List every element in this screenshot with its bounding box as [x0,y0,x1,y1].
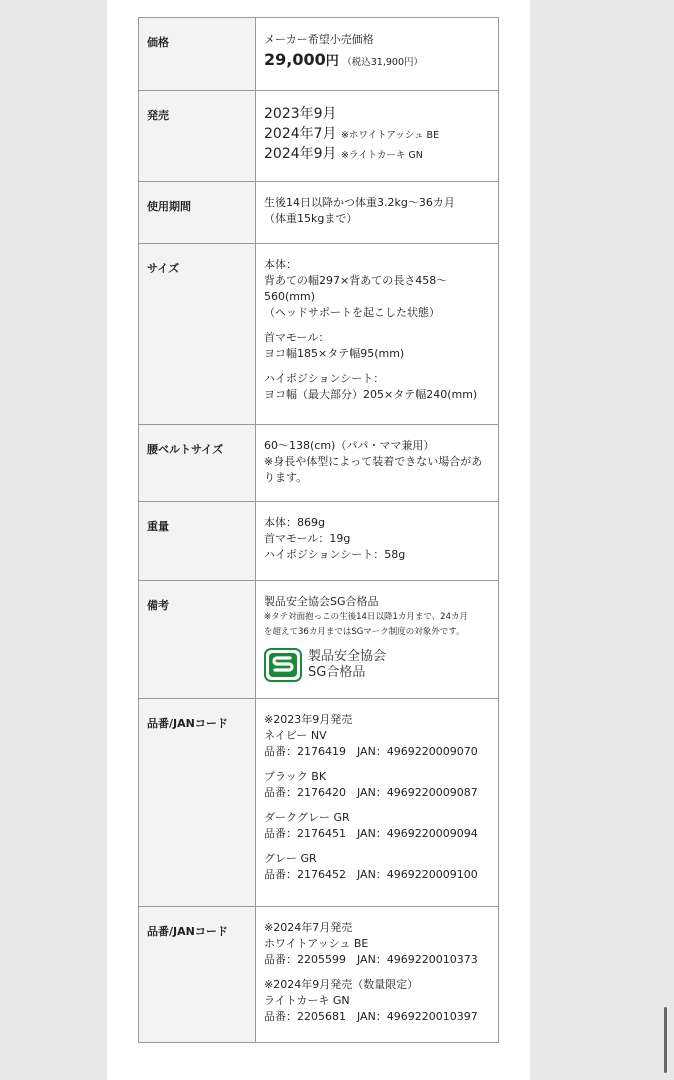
size-text: ハイポジションシート： [264,372,385,385]
size-text: 本体： [264,258,297,271]
belt-row [139,425,499,502]
row-label: 使用期間 [139,182,256,244]
row-label: サイズ [139,244,256,425]
weight-row [139,502,499,581]
belt-text: 60〜138(cm)（パパ・ママ兼用） [264,439,435,452]
release-row [139,91,499,182]
jan-text: ホワイトアッシュ BE [264,937,369,950]
jan-cell [256,907,499,1043]
size-text: 首マモール： [264,331,330,344]
row-label: 品番/JANコード [139,699,256,907]
sg-logo [264,648,492,682]
scrollbar[interactable] [664,1007,667,1073]
belt-text: ります。 [264,471,308,484]
size-text: 背あての幅297×背あての長さ458〜 [264,274,448,287]
spec-table [138,17,499,1043]
release-date: 2024年7月 ※ホワイトアッシュ BE [264,126,440,142]
release-cell [256,91,499,182]
jan-row-2023 [139,699,499,907]
row-label: 価格 [139,18,256,91]
price-caption: メーカー希望小売価格 [264,33,374,46]
jan-row-2024 [139,907,499,1043]
jan-text: ※2024年7月発売 [264,921,353,934]
remarks-note: を超えて36カ月まではSGマーク制度の対象外です。 [264,627,465,637]
belt-text: ※身長や体型によって装着できない場合があ [264,455,483,468]
jan-text: ライトカーキ GN [264,994,350,1007]
jan-text: ブラック BK [264,770,327,783]
weight-text: ハイポジションシート：58g [264,548,406,561]
sg-logo-text: 製品安全協会 [308,649,387,664]
spec-page [107,0,530,1080]
jan-cell [256,699,499,907]
jan-text: ※2024年9月発売（数量限定） [264,978,419,991]
size-text: 560(mm) [264,290,316,303]
price-amount: 29,000 [264,50,326,69]
sg-logo-text: SG合格品 [308,665,366,680]
row-label: 腰ベルトサイズ [139,425,256,502]
price-yen: 円 [325,54,339,69]
remarks-row [139,581,499,699]
jan-text: ※2023年9月発売 [264,713,353,726]
jan-text: グレー GR [264,852,317,865]
jan-text: 品番：2176451 JAN：4969220009094 [264,827,478,840]
row-label: 品番/JANコード [139,907,256,1043]
price-row [139,18,499,91]
row-label: 備考 [139,581,256,699]
belt-cell [256,425,499,502]
price-tax: （税込31,900円） [342,57,424,68]
price-cell [256,18,499,91]
jan-text: ネイビー NV [264,729,327,742]
size-text: （ヘッドサポートを起こした状態） [264,306,440,319]
period-text: （体重15kgまで） [264,212,358,225]
period-cell [256,182,499,244]
jan-text: 品番：2176452 JAN：4969220009100 [264,868,478,881]
remarks-note: ※タテ対面抱っこの生後14日以降1カ月まで、24カ月 [264,612,468,622]
release-date: 2024年9月 ※ライトカーキ GN [264,146,423,162]
remarks-cell [256,581,499,699]
size-row [139,244,499,425]
jan-text: 品番：2205681 JAN：4969220010397 [264,1010,478,1023]
weight-text: 首マモール：19g [264,532,351,545]
row-label: 発売 [139,91,256,182]
size-text: ヨコ幅185×タテ幅95(mm) [264,347,405,360]
row-label: 重量 [139,502,256,581]
size-text: ヨコ幅（最大部分）205×タテ幅240(mm) [264,388,478,401]
jan-text: ダークグレー GR [264,811,350,824]
release-date: 2023年9月 [264,106,337,122]
weight-text: 本体：869g [264,516,325,529]
remarks-title: 製品安全協会SG合格品 [264,595,379,608]
jan-text: 品番：2176419 JAN：4969220009070 [264,745,478,758]
weight-cell [256,502,499,581]
jan-text: 品番：2176420 JAN：4969220009087 [264,786,478,799]
size-cell [256,244,499,425]
period-row [139,182,499,244]
jan-text: 品番：2205599 JAN：4969220010373 [264,953,478,966]
sg-mark-icon [264,648,302,682]
period-text: 生後14日以降かつ体重3.2kg〜36カ月 [264,196,455,209]
